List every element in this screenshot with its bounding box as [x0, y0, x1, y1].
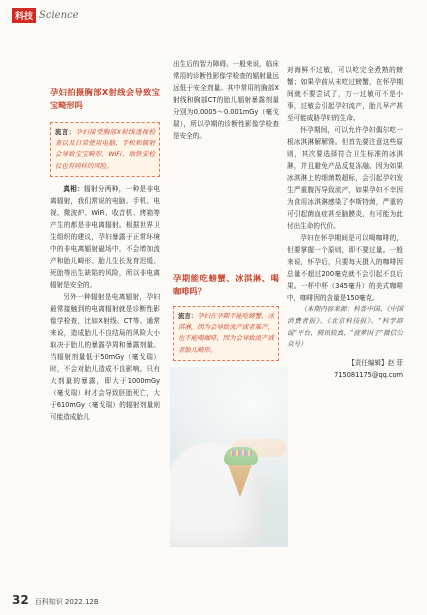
- section-tag: 科技: [12, 8, 36, 23]
- column-1: [50, 58, 160, 423]
- rumor-box-2: [173, 306, 279, 361]
- rumor-text-1: [55, 127, 155, 172]
- rumor-label-1: 流言：: [55, 128, 76, 136]
- truth-label-1: 真相：: [63, 184, 85, 193]
- editor-email: 715081175@qq.com: [334, 371, 403, 380]
- rumor-content-2: 孕妇在孕期不能吃螃蟹、冰淇淋，因为会导致流产或者难产，也不能喝咖啡，因为会导致流产或者胎儿畸形。: [178, 312, 275, 354]
- photo-light-overlay: [170, 367, 288, 547]
- source-note: （本期内容来源：科普中国、《中国消费者报》、《北京科技报》、“科学辟谣”平台、腾讯较真、“菠萝因子”微信公众号）: [287, 305, 403, 349]
- truth-text-1a: 辐射分两种，一种是非电离辐射，我们常说的电脑、手机、电视、微波炉、WiFi、收音机、烤箱等产生的都是非电离辐射。根据世界卫生组织的建议，孕妇暴露于正常环境中的非电离辐射磁场中，不会增加流产和胎儿畸形、胎儿生长发育迟缓、死胎等出生缺陷的风险，所以非电离辐射是安全的。: [50, 184, 161, 289]
- editor-line: 【责任编辑】赵 菲: [348, 359, 403, 368]
- article-heading-2: 孕期能吃螃蟹、冰淇淋、喝咖啡吗？: [173, 273, 279, 296]
- rumor-box-1: [50, 122, 160, 177]
- page-number: 32: [12, 593, 29, 607]
- rumor-label-2: 流言：: [178, 312, 198, 320]
- truth-paragraph-1: [50, 183, 160, 291]
- section-header: [12, 8, 79, 22]
- publication-info: 百科知识 2022.12B: [34, 598, 99, 606]
- column-3: [287, 64, 403, 381]
- paragraph-2a: 出生后的智力障碍。一般来说，临床常用的诊断性影像学检查的辐射量远远低于安全剂量。其中常用的胸部X射线和胸部CT的胎儿辐射暴露剂量分别为0.0005～0.001mGy（毫戈瑞），所以孕期的诊断性影像学检查是安全的。: [173, 60, 279, 140]
- article-heading-1: 孕妇拍摄胸部X射线会导致宝宝畸形吗: [50, 87, 160, 110]
- paragraph-3a: 对海鲜不过敏，可以吃完全煮熟的螃蟹；如果孕前从未吃过螃蟹，在怀孕期间就不要尝试了，万一过敏可不是小事，过敏会引起孕妇流产，胎儿早产甚至可能威胁孕妇的生命。: [287, 66, 403, 122]
- pregnant-woman-ice-cream-photo: [170, 367, 288, 547]
- paragraph-3c: 孕妇在怀孕期间是可以喝咖啡的，但要掌握一个原则，即不要过量。一般来说，怀孕后，只要每天摄入的咖啡因总量不超过200毫克就不会引起不良后果。一杯中杯（345毫升）的美式咖啡中，咖啡因的含量是150毫克。: [287, 234, 403, 302]
- rumor-text-2: [178, 311, 274, 356]
- rumor-content-1: 孕妇接受胸部X射线透视检查以及日常使用电脑、手机和辐射会导致宝宝畸形，WiFi、地铁安检仪也有同样的风险。: [55, 128, 155, 170]
- section-name: Science: [39, 9, 79, 21]
- page-footer: [12, 593, 99, 607]
- paragraph-3b: 怀孕期间，可以允许孕妇偶尔吃一根冰淇淋解解馋。但首先要注意这些原则，其次要选择符合卫生标准的冰淇淋，并且避免产品反复冻融。因为如果冰淇淋上的细菌数超标，会引起孕妇发生严重腹泻导致流产，如果孕妇不幸因为食用冰淇淋感染了李斯特菌，严重的可引起菌血症甚至脑膜炎，有可能为此付出生命的代价。: [287, 126, 403, 230]
- paragraph-1b: 另外一种辐射是电离辐射，孕妇最常接触到的电离辐射就是诊断性影像学检查，比如X射线、CT等。通常来说，造成胎儿不良结局的风险大小取决于胎儿的暴露孕周和暴露剂量。当辐射剂量低于50mGy（毫戈瑞）时，不会对胎儿造成不良影响。只有大剂量的暴露，即大于1000mGy（毫戈瑞）时才会导致胚胎死亡，大于610mGy（毫戈瑞）的辐射剂量则可能造成胎儿: [50, 292, 160, 421]
